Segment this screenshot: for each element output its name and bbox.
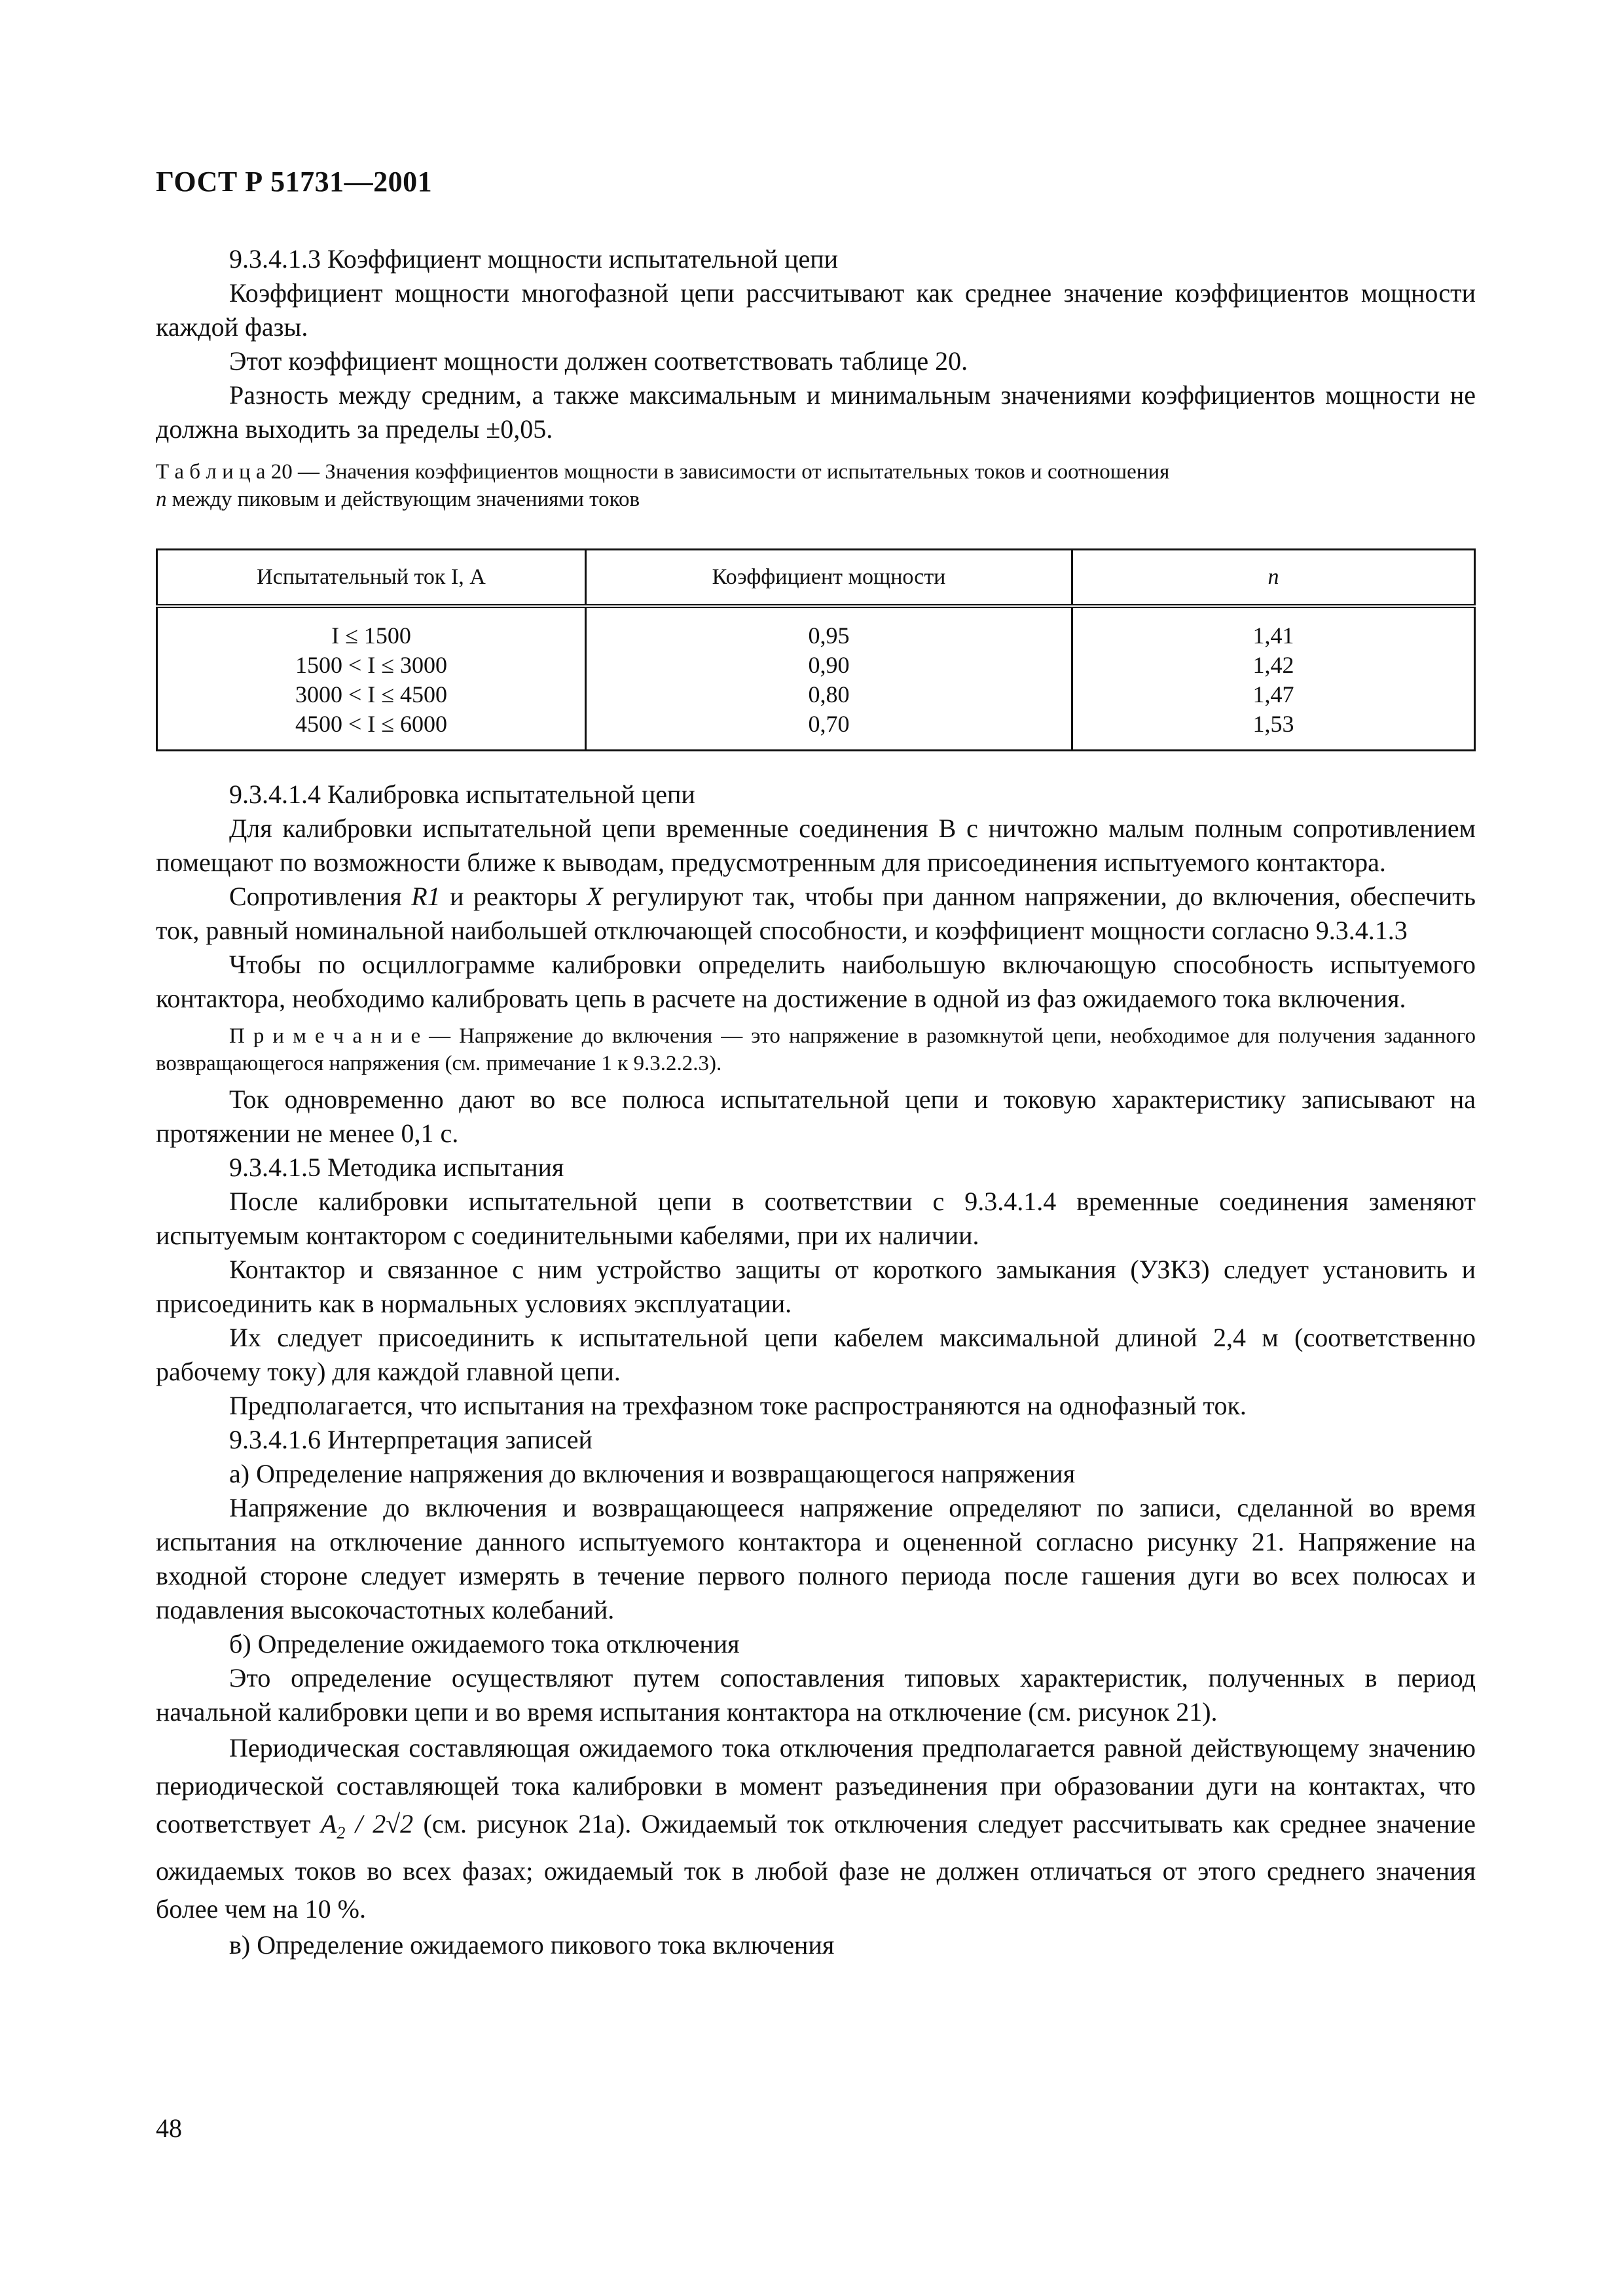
paragraph: Чтобы по осциллограмме калибровки определить наибольшую включающую способность испытуемого контактора, необходимо калибровать цепь в расчете на достижение в одной из фаз ожидаемого тока включения. <box>156 950 1476 1013</box>
table-caption-text: 20 — Значения коэффициентов мощности в зависимости от испытательных токов и соотношения <box>270 460 1170 484</box>
text-run: и реакторы <box>440 882 587 911</box>
text-run: регулируют так, чтобы при данном напряжении, до включения, обеспечить ток, равный номинальной наибольшей отключающей способности, и коэффициент мощности согласно 9.3.4.1.3 <box>156 882 1476 945</box>
document-header: ГОСТ Р 51731—2001 <box>156 166 433 198</box>
table-row <box>157 606 1475 751</box>
cell-value: 1500 < I ≤ 3000 <box>295 652 448 678</box>
cell-value: 0,90 <box>808 652 850 678</box>
text-run: (см. рисунок 21а). Ожидаемый ток отключения следует рассчитывать как среднее значение ожидаемых токов во всех фазах; ожидаемый ток в любой фазе не должен отличаться от этого среднего значения более чем на 10 %. <box>156 1809 1476 1924</box>
section-9-3-4-1-3 <box>156 242 1476 446</box>
table-caption-var: n <box>156 488 167 511</box>
formula <box>320 1809 346 1842</box>
text-run: Периодическая составляющая ожидаемого тока отключения предполагается равной действующему значению периодической составляющей тока калибровки в момент разъединения при образовании дуги на контактах, что соответствует <box>156 1733 1476 1839</box>
table-cell-current <box>157 606 586 751</box>
table-caption-rest: между пиковым и действующим значениями токов <box>172 488 640 511</box>
cell-value: 0,70 <box>808 711 850 737</box>
paragraph: Их следует присоединить к испытательной цепи кабелем максимальной длиной 2,4 м (соответственно рабочему току) для каждой главной цепи. <box>156 1323 1476 1386</box>
paragraph: Коэффициент мощности многофазной цепи рассчитывают как среднее значение коэффициентов мощности каждой фазы. <box>156 278 1476 342</box>
paragraph <box>156 880 1476 948</box>
note-text: — Напряжение до включения — это напряжение в разомкнутой цепи, необходимое для получения заданного возвращающегося напряжения (см. примечание 1 к 9.3.2.2.3). <box>156 1024 1476 1075</box>
table-20 <box>156 548 1476 751</box>
subsection-heading: б) Определение ожидаемого тока отключения <box>229 1629 740 1659</box>
paragraph: Разность между средним, а также максимальным и минимальным значениями коэффициентов мощности не должна выходить за пределы ±0,05. <box>156 380 1476 444</box>
formula-rest: / 2√2 <box>345 1809 414 1839</box>
table-caption-prefix: Т а б л и ц а <box>156 460 266 484</box>
section-heading: 9.3.4.1.3 Коэффициент мощности испытательной цепи <box>229 244 839 274</box>
page-number: 48 <box>156 2113 182 2143</box>
cell-value: 1,42 <box>1252 652 1294 678</box>
table-cell-power-factor <box>586 606 1072 751</box>
formula-symbol: A <box>320 1809 337 1839</box>
table-header-row <box>157 550 1475 607</box>
column-header: Испытательный ток I, А <box>157 550 586 607</box>
cell-value: 0,80 <box>808 681 850 708</box>
column-header: Коэффициент мощности <box>586 550 1072 607</box>
section-heading: 9.3.4.1.5 Методика испытания <box>229 1153 564 1182</box>
table-cell-n <box>1072 606 1475 751</box>
symbol-r1: R1 <box>411 882 441 911</box>
cell-value: 4500 < I ≤ 6000 <box>295 711 448 737</box>
paragraph: Это определение осуществляют путем сопоставления типовых характеристик, полученных в период начальной калибровки цепи и во время испытания контактора на отключение (см. рисунок 21). <box>156 1663 1476 1727</box>
note <box>156 1022 1476 1077</box>
table-caption <box>156 458 1476 513</box>
section-heading: 9.3.4.1.6 Интерпретация записей <box>229 1425 593 1454</box>
cell-value: 1,47 <box>1252 681 1294 708</box>
column-header: n <box>1072 550 1475 607</box>
subsection-heading: а) Определение напряжения до включения и возвращающегося напряжения <box>229 1459 1076 1488</box>
cell-value: 3000 < I ≤ 4500 <box>295 681 448 708</box>
section-9-3-4-1-4 <box>156 778 1476 1962</box>
subsection-heading: в) Определение ожидаемого пикового тока включения <box>229 1930 835 1960</box>
cell-value: I ≤ 1500 <box>331 622 411 649</box>
paragraph <box>156 1729 1476 1928</box>
note-prefix: П р и м е ч а н и е <box>229 1024 421 1048</box>
paragraph: Ток одновременно дают во все полюса испытательной цепи и токовую характеристику записывают на протяжении не менее 0,1 с. <box>156 1085 1476 1148</box>
paragraph: Контактор и связанное с ним устройство защиты от короткого замыкания (УЗКЗ) следует установить и присоединить как в нормальных условиях эксплуатации. <box>156 1255 1476 1318</box>
cell-value: 0,95 <box>808 622 850 649</box>
paragraph: Этот коэффициент мощности должен соответствовать таблице 20. <box>229 346 968 376</box>
section-heading: 9.3.4.1.4 Калибровка испытательной цепи <box>229 780 695 809</box>
paragraph: Предполагается, что испытания на трехфазном токе распространяются на однофазный ток. <box>229 1391 1247 1420</box>
symbol-x: X <box>587 882 603 911</box>
paragraph: После калибровки испытательной цепи в соответствии с 9.3.4.1.4 временные соединения заменяют испытуемым контактором с соединительными кабелями, при их наличии. <box>156 1187 1476 1250</box>
paragraph: Для калибровки испытательной цепи временные соединения В с ничтожно малым полным сопротивлением помещают по возможности ближе к выводам, предусмотренным для присоединения испытуемого контактора. <box>156 814 1476 877</box>
text-run: Сопротивления <box>229 882 412 911</box>
formula-subscript: 2 <box>337 1823 346 1842</box>
cell-value: 1,53 <box>1252 711 1294 737</box>
cell-value: 1,41 <box>1252 622 1294 649</box>
paragraph: Напряжение до включения и возвращающееся напряжение определяют по записи, сделанной во время испытания на отключение данного испытуемого контактора и оцененной согласно рисунку 21. Напряжение на входной стороне следует измерять в течение первого полного периода после гашения дуги во всех полюсах и подавления высокочастотных колебаний. <box>156 1493 1476 1624</box>
